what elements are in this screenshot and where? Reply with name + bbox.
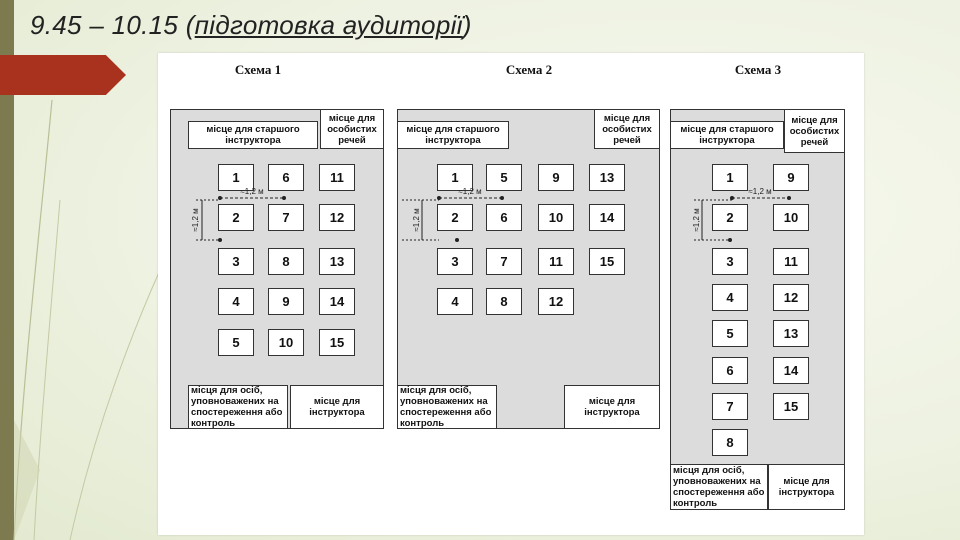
scheme-1-desk: 13 <box>319 248 355 275</box>
title-underlined: підготовка аудиторії <box>194 10 463 40</box>
scheme-2-desk: 6 <box>486 204 522 231</box>
scheme-2-desk: 8 <box>486 288 522 315</box>
scheme-1-desk: 15 <box>319 329 355 356</box>
scheme-1-dim-vertical: ≈1,2 м <box>191 208 200 232</box>
scheme-2-desk: 3 <box>437 248 473 275</box>
scheme-2-personal-items-place: місце для особистих речей <box>594 109 660 149</box>
scheme-3-senior-instructor-place: місце для старшого інструктора <box>670 121 784 149</box>
scheme-3-desk: 12 <box>773 284 809 311</box>
scheme-2-senior-instructor-place: місце для старшого інструктора <box>397 121 509 149</box>
scheme-3-title: Схема 3 <box>734 62 782 77</box>
scheme-3-desk: 1 <box>712 164 748 191</box>
scheme-2-dim-vertical: ≈1,2 м <box>412 208 421 232</box>
scheme-2-instructor-place: місце для інструктора <box>564 385 660 429</box>
scheme-3-observers-place: місця для осіб, уповноважених на спостереження або контроль <box>670 464 768 510</box>
scheme-3-instructor-place: місце для інструктора <box>768 464 845 510</box>
scheme-2-desk: 5 <box>486 164 522 191</box>
title-suffix: ) <box>462 10 472 40</box>
scheme-3-desk: 10 <box>773 204 809 231</box>
scheme-1-desk: 12 <box>319 204 355 231</box>
scheme-3-desk: 6 <box>712 357 748 384</box>
scheme-3-desk: 7 <box>712 393 748 420</box>
scheme-3-dim-horizontal: ≈1,2 м <box>748 187 772 196</box>
scheme-1-dim-horizontal: ≈1,2 м <box>240 187 264 196</box>
scheme-1-desk: 7 <box>268 204 304 231</box>
scheme-3-desk: 2 <box>712 204 748 231</box>
scheme-2-desk: 1 <box>437 164 473 191</box>
scheme-3-desk: 3 <box>712 248 748 275</box>
scheme-1-title: Схема 1 <box>234 62 282 77</box>
scheme-3-dim-vertical: ≈1,2 м <box>692 208 701 232</box>
scheme-1-desk: 6 <box>268 164 304 191</box>
scheme-2-desk: 4 <box>437 288 473 315</box>
scheme-2-dim-horizontal: ≈1,2 м <box>458 187 482 196</box>
scheme-2-desk: 2 <box>437 204 473 231</box>
scheme-2-desk: 10 <box>538 204 574 231</box>
classroom-schemes-figure <box>158 53 864 535</box>
scheme-1-desk: 5 <box>218 329 254 356</box>
scheme-1-desk: 10 <box>268 329 304 356</box>
scheme-2-desk: 12 <box>538 288 574 315</box>
scheme-1-instructor-place: місце для інструктора <box>290 385 384 429</box>
scheme-3-desk: 11 <box>773 248 809 275</box>
scheme-2-desk: 13 <box>589 164 625 191</box>
scheme-2-desk: 9 <box>538 164 574 191</box>
scheme-2-desk: 7 <box>486 248 522 275</box>
scheme-1-desk: 14 <box>319 288 355 315</box>
scheme-3-personal-items-place: місце для особистих речей <box>784 109 845 153</box>
scheme-3-desk: 13 <box>773 320 809 347</box>
scheme-1-desk: 9 <box>268 288 304 315</box>
scheme-3-desk: 14 <box>773 357 809 384</box>
title-accent-tab <box>0 55 126 95</box>
scheme-3-desk: 5 <box>712 320 748 347</box>
scheme-1-desk: 4 <box>218 288 254 315</box>
scheme-1-observers-place: місця для осіб, уповноважених на спостереження або контроль <box>188 385 288 429</box>
scheme-1-personal-items-place: місце для особистих речей <box>320 109 384 149</box>
scheme-3-desk: 15 <box>773 393 809 420</box>
slide-title <box>30 10 472 41</box>
scheme-2-desk: 15 <box>589 248 625 275</box>
scheme-2-observers-place: місця для осіб, уповноважених на спостереження або контроль <box>397 385 497 429</box>
scheme-3-dimension-marks <box>158 53 864 535</box>
scheme-1-desk: 11 <box>319 164 355 191</box>
scheme-2-desk: 14 <box>589 204 625 231</box>
scheme-1-desk: 8 <box>268 248 304 275</box>
scheme-2-desk: 11 <box>538 248 574 275</box>
scheme-2-title: Схема 2 <box>505 62 553 77</box>
scheme-1-desk: 2 <box>218 204 254 231</box>
scheme-1-desk: 1 <box>218 164 254 191</box>
scheme-1-desk: 3 <box>218 248 254 275</box>
scheme-1-senior-instructor-place: місце для старшого інструктора <box>188 121 318 149</box>
title-prefix: 9.45 – 10.15 ( <box>30 10 195 40</box>
scheme-3-desk: 8 <box>712 429 748 456</box>
scheme-3-desk: 4 <box>712 284 748 311</box>
scheme-3-desk: 9 <box>773 164 809 191</box>
